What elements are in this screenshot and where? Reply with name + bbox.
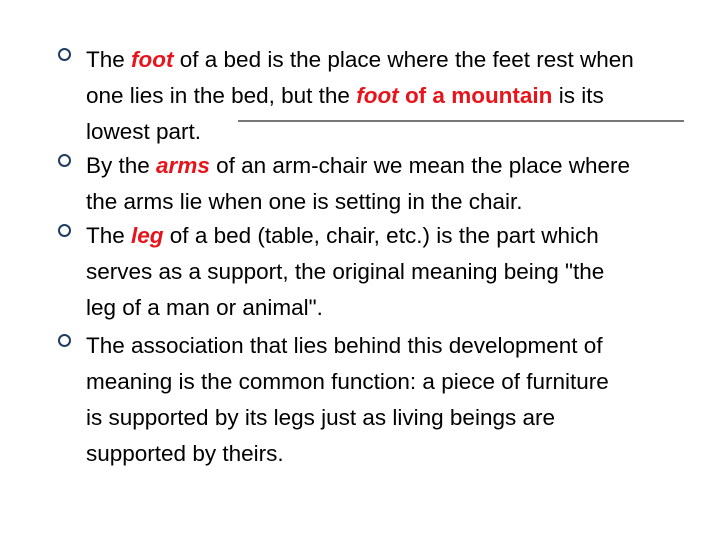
text-run: The <box>86 223 132 248</box>
text-run: By the <box>86 153 157 178</box>
text-run: one lies in the bed, but the <box>86 83 357 108</box>
text-line <box>86 254 694 290</box>
text-run: leg of a man or animal". <box>86 295 323 320</box>
text-line <box>86 290 694 326</box>
bullet-circle-icon <box>58 334 71 347</box>
text-line <box>86 184 694 220</box>
bullet-circle-icon <box>58 224 71 237</box>
text-line <box>86 436 694 472</box>
bullet-circle-icon <box>58 48 71 61</box>
text-run: of a bed (table, chair, etc.) is the part which <box>163 223 599 248</box>
bullet-text <box>86 42 694 150</box>
text-line <box>86 400 694 436</box>
text-run: the arms lie when one is setting in the chair. <box>86 189 523 214</box>
text-line <box>86 42 694 78</box>
text-line <box>86 364 694 400</box>
text-run: meaning is the common function: a piece of furniture <box>86 369 609 394</box>
text-line <box>86 218 694 254</box>
bullet-circle-icon <box>58 154 71 167</box>
text-run: lowest part. <box>86 119 202 144</box>
bullet-text <box>86 218 694 326</box>
text-line <box>86 148 694 184</box>
text-line <box>86 114 694 150</box>
text-run: serves as a support, the original meaning being "the <box>86 259 605 284</box>
keyword: arms <box>156 153 210 178</box>
text-run: of an arm-chair we mean the place where <box>209 153 631 178</box>
text-run: The association that lies behind this development of <box>86 333 603 358</box>
text-run: The <box>86 47 132 72</box>
text-line <box>86 78 694 114</box>
bullet-text <box>86 328 694 472</box>
keyword: foot <box>131 47 174 72</box>
text-run: of a bed is the place where the feet rest when <box>173 47 634 72</box>
text-run: is its <box>552 83 604 108</box>
text-run: supported by theirs. <box>86 441 284 466</box>
keyword: of a mountain <box>398 83 553 108</box>
keyword: foot <box>356 83 399 108</box>
bullet-text <box>86 148 694 220</box>
text-run: is supported by its legs just as living beings are <box>86 405 555 430</box>
keyword: leg <box>131 223 164 248</box>
text-line <box>86 328 694 364</box>
